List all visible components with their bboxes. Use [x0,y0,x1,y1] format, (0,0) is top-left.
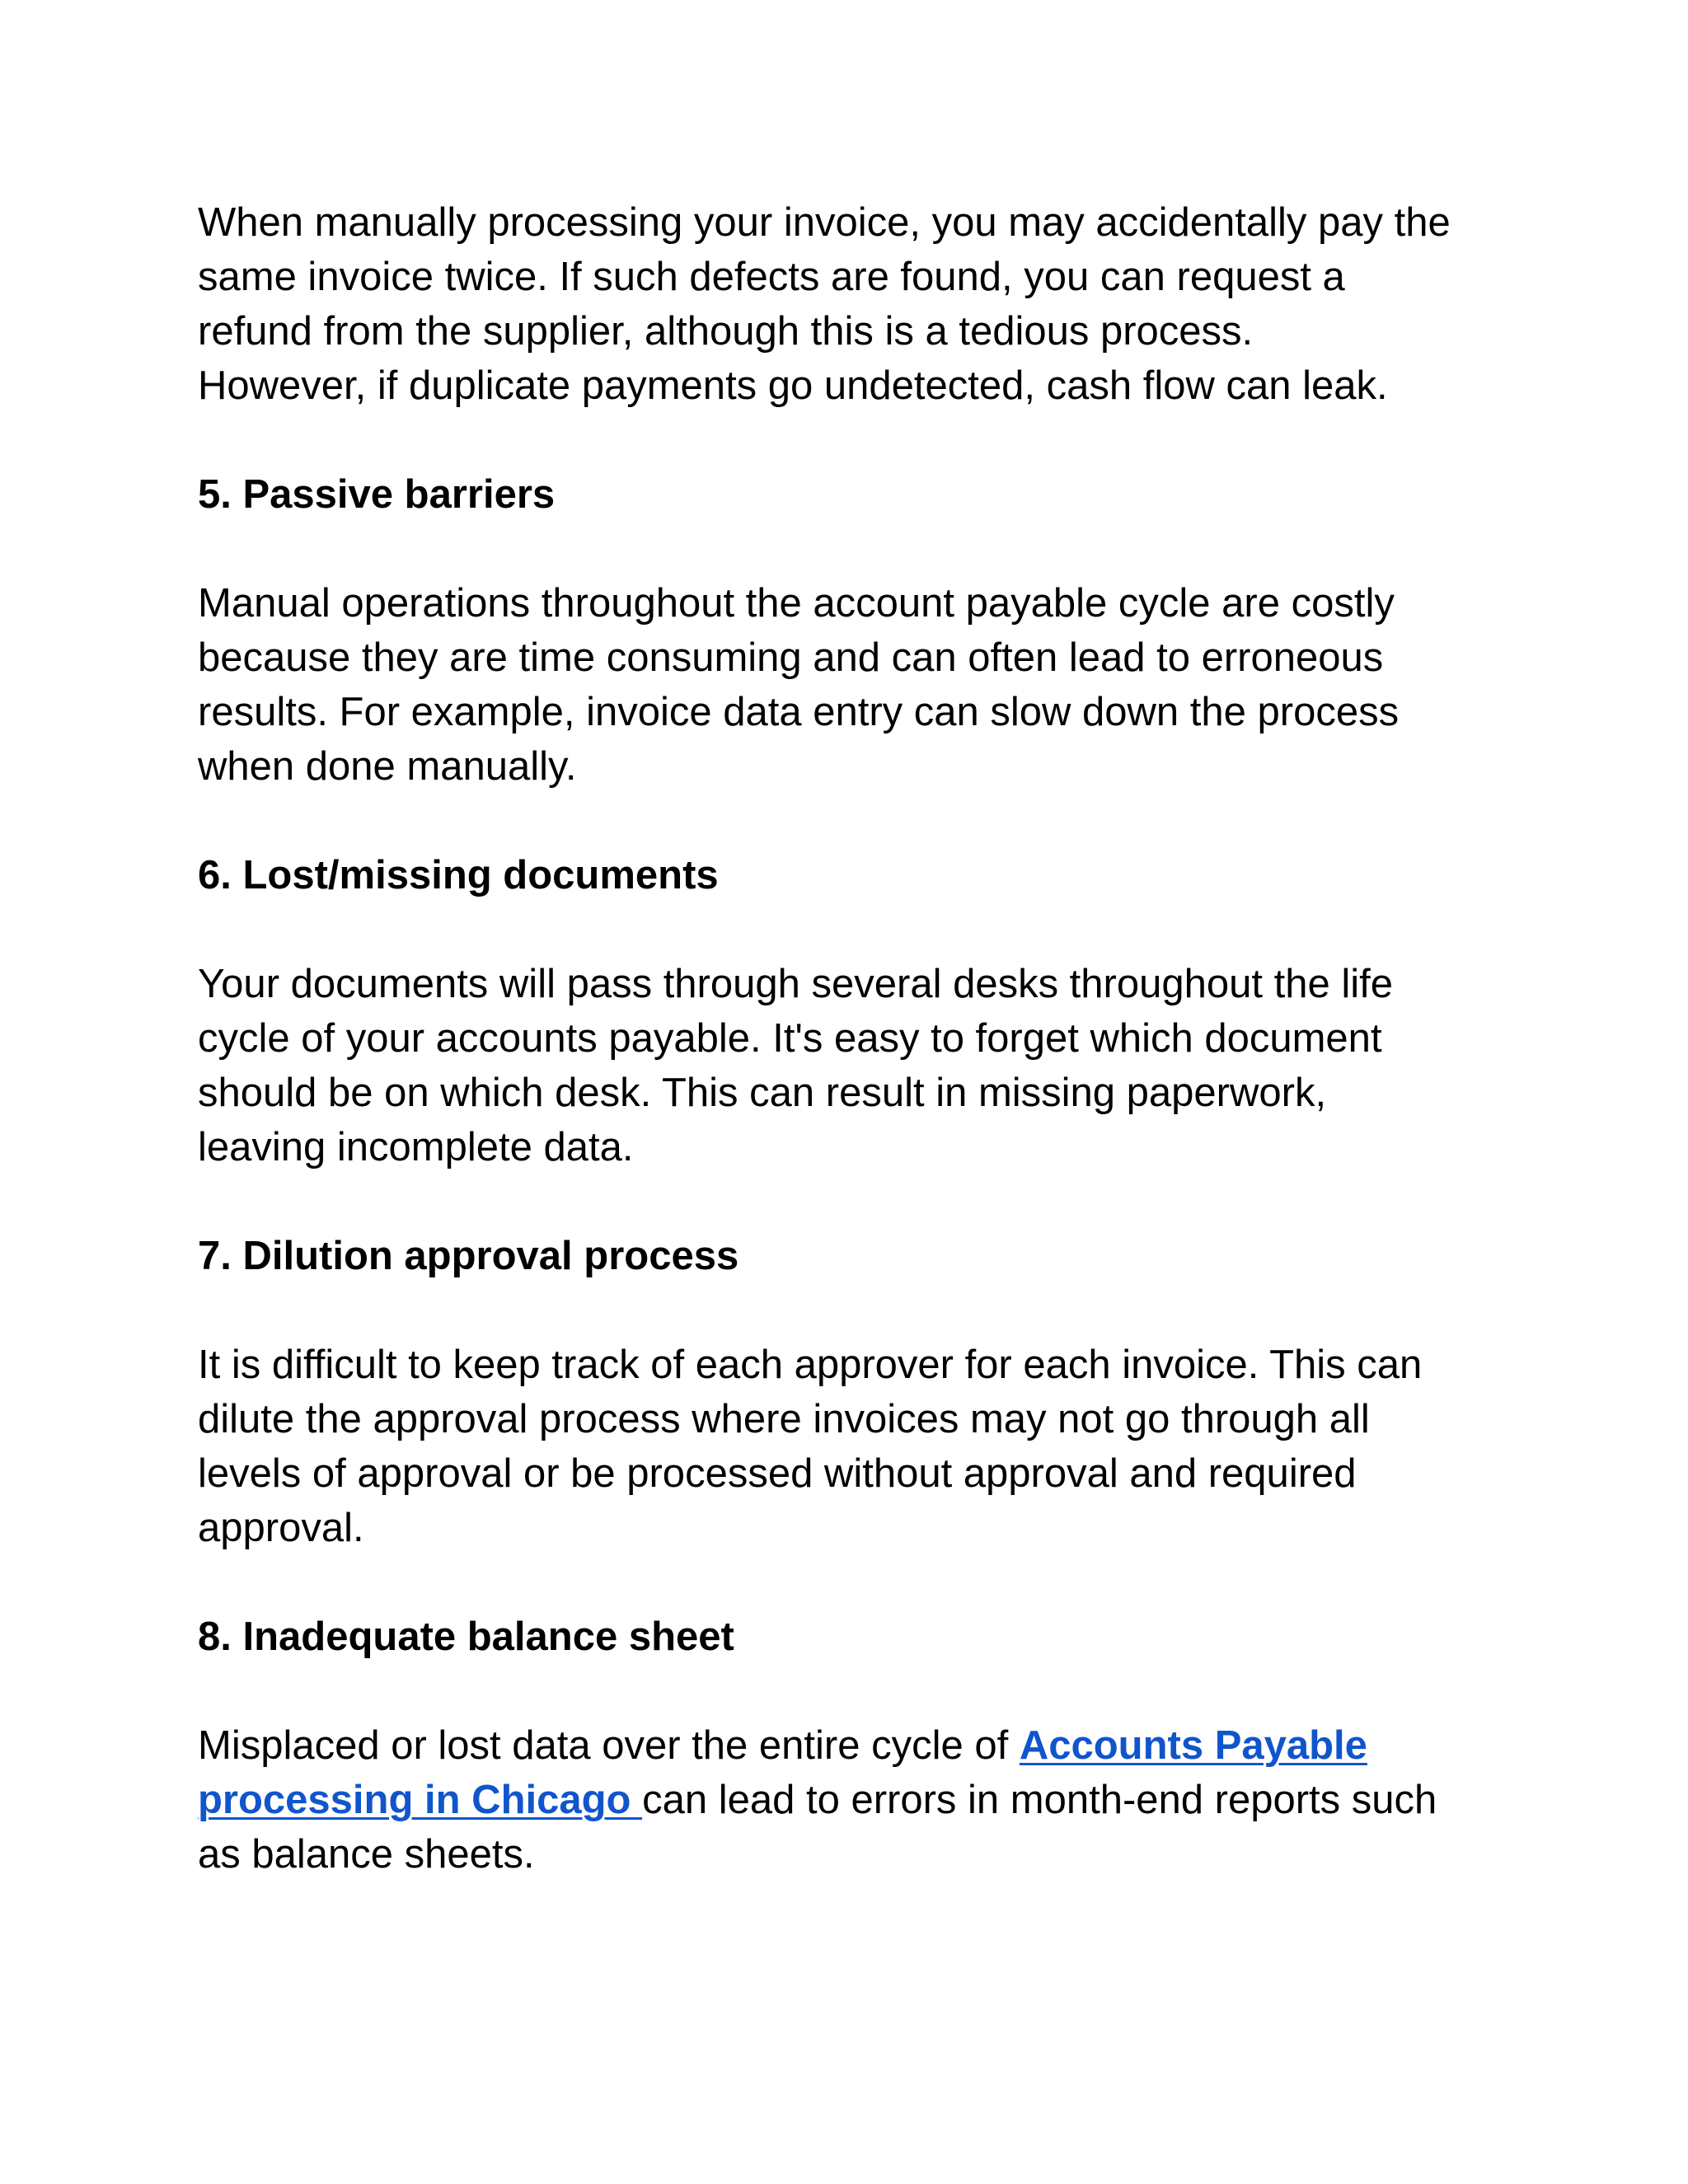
section-heading-passive-barriers: 5. Passive barriers [198,472,556,517]
paragraph-line: approval. [198,1506,364,1550]
paragraph-line: When manually processing your invoice, you may accidentally pay the [198,200,1451,245]
paragraph-line: dilute the approval process where invoices may not go through all [198,1397,1370,1441]
section-heading-dilution-approval-process: 7. Dilution approval process [198,1234,739,1278]
paragraph-line: However, if duplicate payments go undetected, cash flow can leak. [198,363,1388,408]
section-heading-inadequate-balance-sheet: 8. Inadequate balance sheet [198,1615,734,1659]
paragraph-line: cycle of your accounts payable. It's easy to forget which document [198,1016,1382,1061]
section-paragraph-inadequate-balance-sheet [198,1718,1500,1882]
section-paragraph-dilution-approval-process [198,1338,1500,1555]
paragraph-line: refund from the supplier, although this is a tedious process. [198,309,1254,354]
paragraph-text: can lead to errors in month-end reports such [642,1778,1437,1822]
paragraph-line: It is difficult to keep track of each approver for each invoice. This can [198,1343,1423,1387]
paragraph-line [198,1773,1500,1827]
paragraph-line: as balance sheets. [198,1832,535,1877]
paragraph-line: same invoice twice. If such defects are found, you can request a [198,255,1345,299]
section-heading-lost-missing-documents: 6. Lost/missing documents [198,853,719,898]
paragraph-gap [198,1283,1500,1338]
section-paragraph-lost-missing-documents [198,957,1500,1174]
paragraph-line: because they are time consuming and can often lead to erroneous [198,635,1384,680]
paragraph-line: should be on which desk. This can result in missing paperwork, [198,1071,1327,1115]
paragraph-gap [198,794,1500,848]
paragraph-line [198,1718,1500,1773]
paragraph-gap [198,1555,1500,1610]
paragraph-line: results. For example, invoice data entry can slow down the process [198,690,1400,734]
paragraph-gap [198,522,1500,576]
paragraph-gap [198,1174,1500,1229]
paragraph-line: leaving incomplete data. [198,1125,634,1169]
accounts-payable-link-continued[interactable]: processing in Chicago [198,1778,643,1822]
paragraph-gap [198,902,1500,957]
paragraph-text: Misplaced or lost data over the entire cycle of [198,1723,1020,1768]
paragraph-gap [198,1664,1500,1718]
paragraph-line: Your documents will pass through several desks throughout the life [198,962,1393,1006]
accounts-payable-link[interactable]: Accounts Payable [1019,1723,1367,1768]
section-paragraph-passive-barriers [198,576,1500,794]
paragraph-line: Manual operations throughout the account payable cycle are costly [198,581,1395,626]
paragraph-gap [198,413,1500,467]
document-page [198,195,1500,1882]
paragraph-line: levels of approval or be processed without approval and required [198,1451,1357,1496]
paragraph-line: when done manually. [198,744,577,789]
intro-paragraph [198,195,1500,413]
